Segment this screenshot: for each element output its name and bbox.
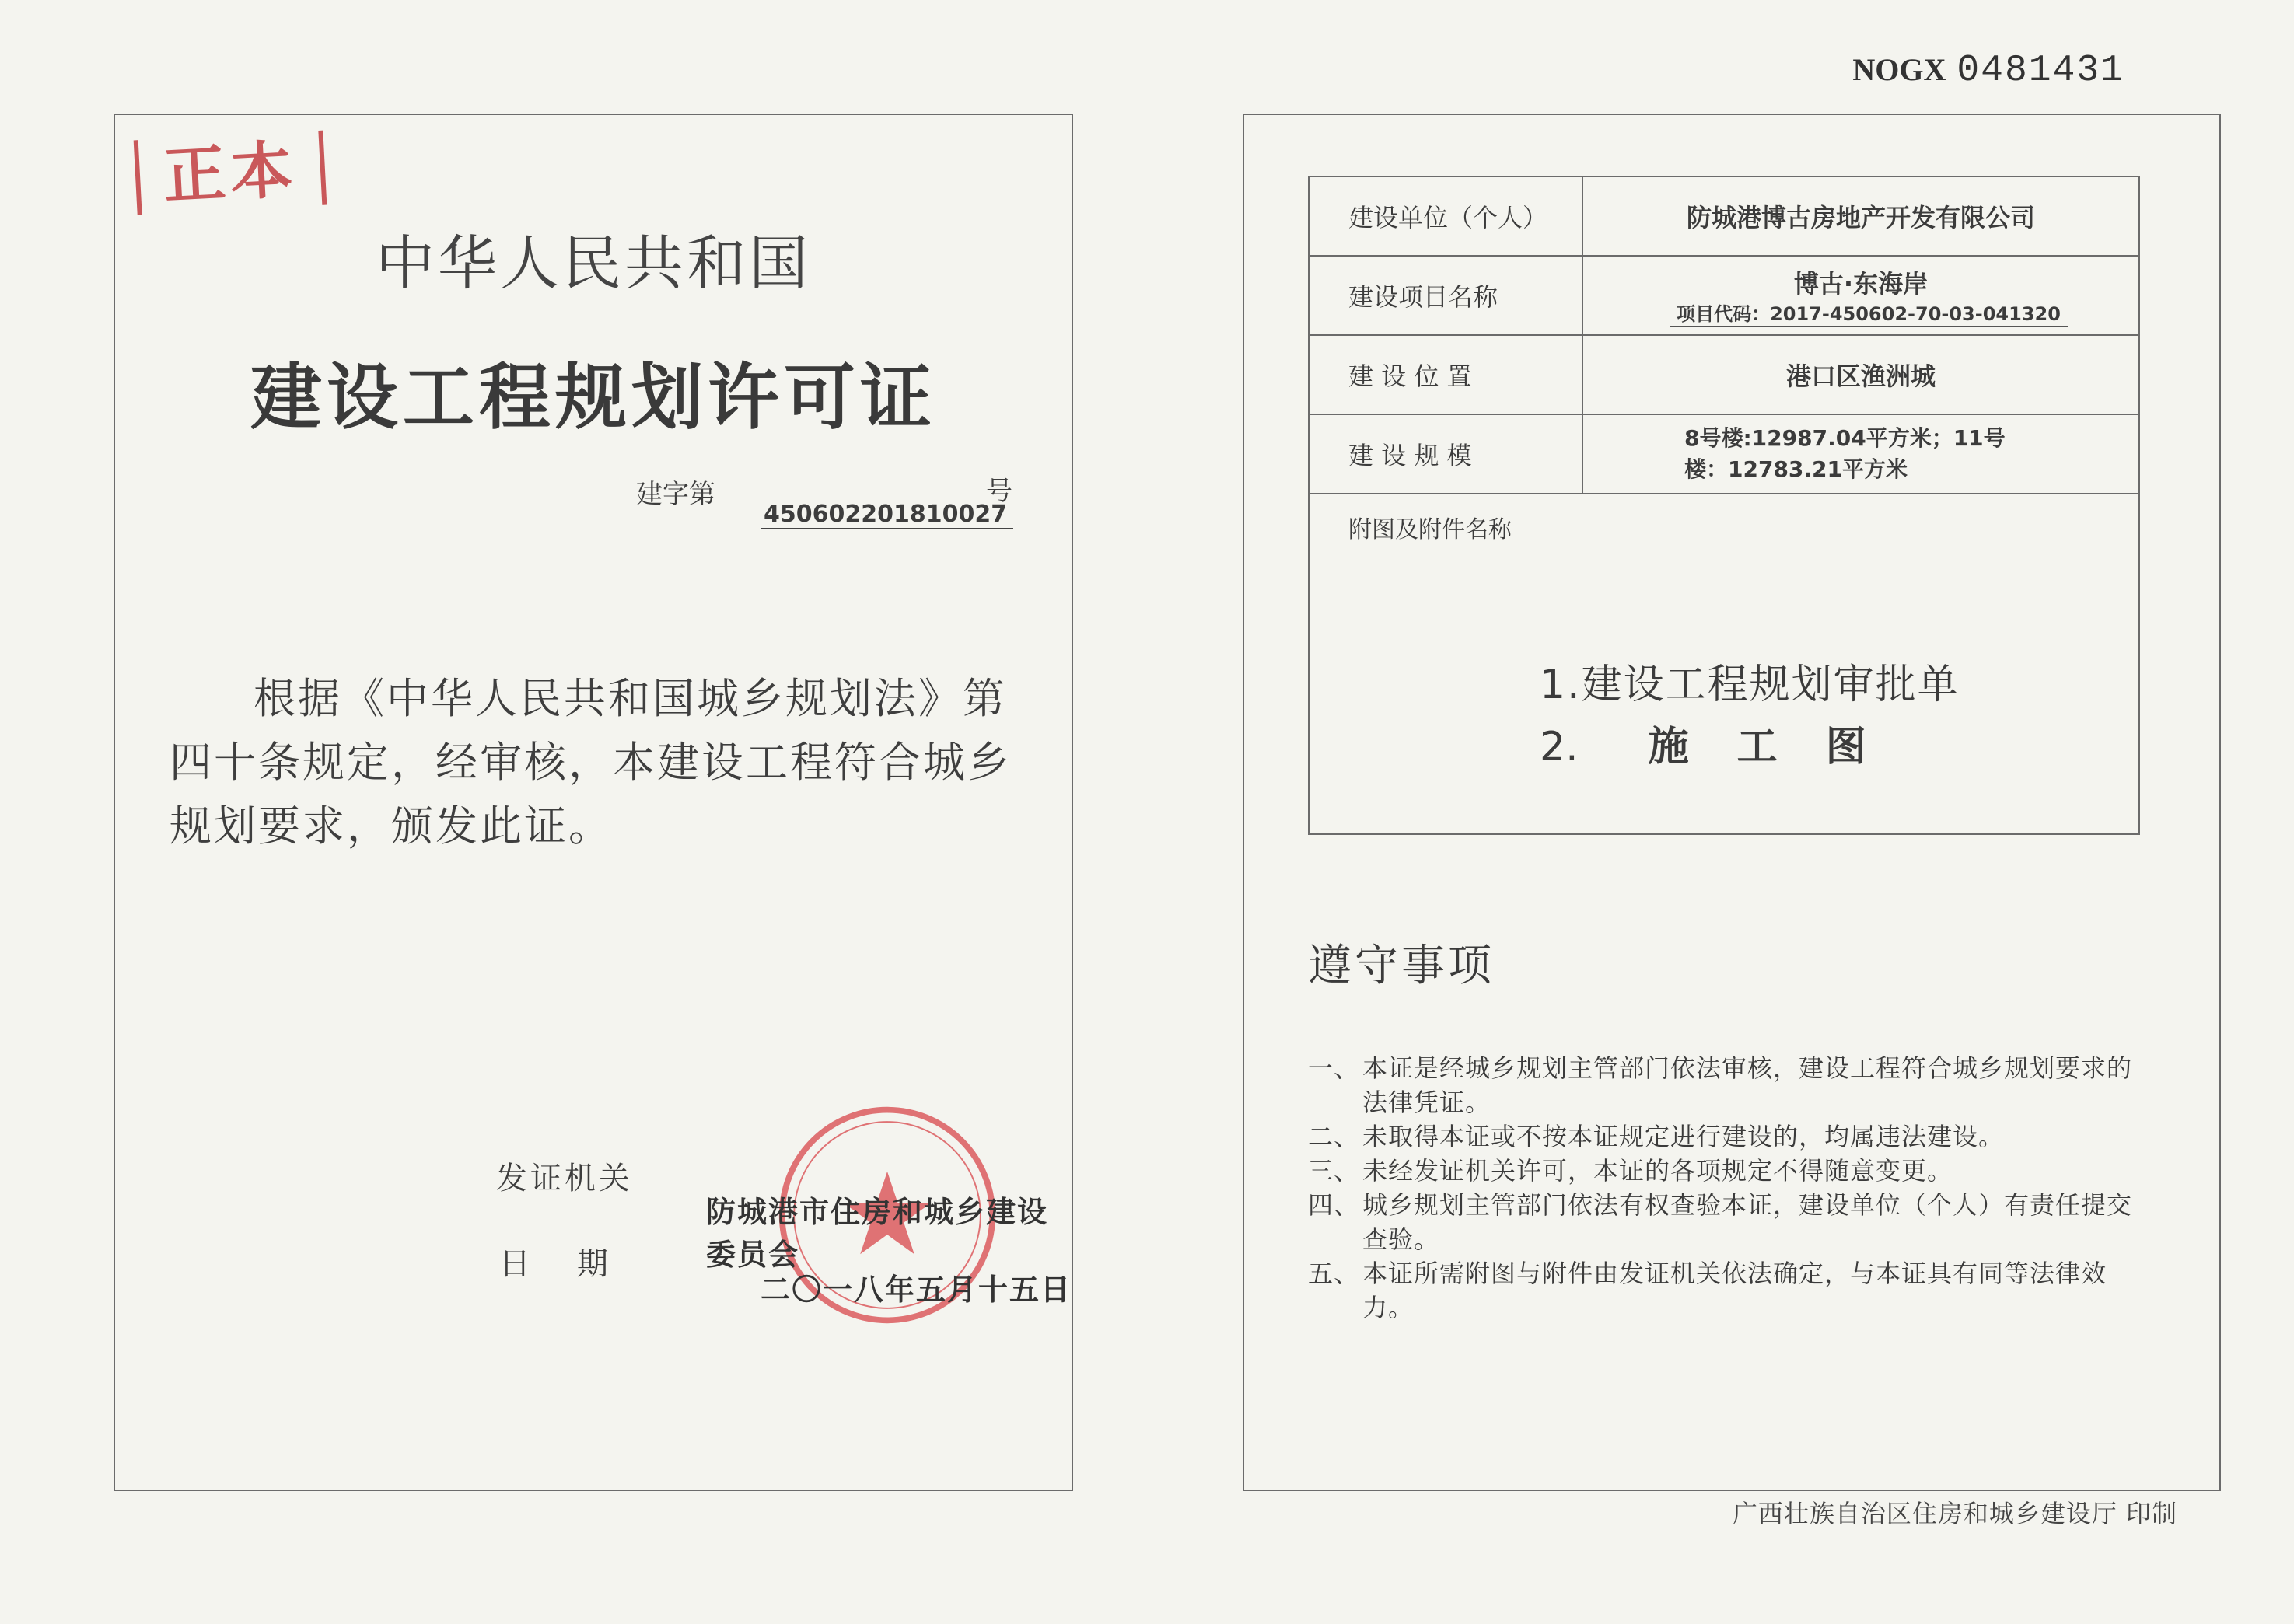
permit-number: 450602201810027 [761,501,1013,529]
location-label: 建 设 位 置 [1309,335,1582,414]
issuer-label: 发证机关 [496,1161,633,1196]
attachment-item-2 [1540,714,1915,772]
list-item: 二、 未取得本证或不按本证规定进行建设的，均属违法建设。 [1308,1122,2005,1151]
list-item: 三、 未经发证机关许可，本证的各项规定不得随意变更。 [1308,1156,1953,1186]
issue-date: 二〇一八年五月十五日 [761,1273,1072,1307]
construction-unit-label: 建设单位（个人） [1309,176,1582,256]
project-info-table [1308,176,2140,835]
project-name-cell [1582,256,2139,335]
table-row [1309,494,2139,834]
certificate-right-page [1243,114,2221,1491]
table-row [1309,414,2139,494]
table-row [1309,176,2139,256]
serial-number [1852,50,2124,92]
attachments-cell [1309,494,2139,834]
permit-number-prefix: 建字第 [636,479,715,510]
attachment-item-2-text: 施工图 [1648,724,1915,770]
permit-number-suffix: 号 [986,476,1012,507]
list-item: 一、 本证是经城乡规划主管部门依法审核，建设工程符合城乡规划要求的法律凭证。 [1308,1053,2133,1117]
list-item: 四、 城乡规划主管部门依法有权查验本证，建设单位（个人）有责任提交查验。 [1308,1190,2133,1254]
serial-prefix: NOGX [1852,52,1946,87]
printer-credit: 广西壮族自治区住房和城乡建设厅 印制 [1732,1499,2177,1528]
rules-list [1308,1051,2140,1325]
project-name-label: 建设项目名称 [1309,256,1582,335]
table-row [1309,256,2139,335]
attachment-item-1: 1.建设工程规划审批单 [1540,662,1960,708]
rules-title: 遵守事项 [1308,941,1495,991]
scale-value [1582,414,2139,494]
date-label: 日期 [499,1246,655,1282]
original-copy-stamp: 正本 [134,131,327,215]
construction-unit-value: 防城港博古房地产开发有限公司 [1582,176,2139,256]
location-value: 港口区渔洲城 [1582,335,2139,414]
issuer-name: 防城港市住房和城乡建设委员会 [706,1195,1049,1272]
project-code: 项目代码：2017-450602-70-03-041320 [1670,299,2068,327]
scale-value-line-2: 楼：12783.21平方米 [1684,456,1908,482]
serial-value: 0481431 [1957,50,2124,92]
country-name: 中华人民共和国 [376,229,811,298]
attachment-item-2-number: 2. [1540,724,1579,770]
scale-label: 建 设 规 模 [1309,414,1582,494]
certificate-left-page [114,114,1073,1491]
document-title: 建设工程规划许可证 [250,356,936,439]
scale-value-line-1: 8号楼:12987.04平方米；11号 [1684,425,2006,451]
attachments-label: 附图及附件名称 [1348,516,1512,543]
permit-number-line [636,473,1025,535]
project-name-value: 博古·东海岸 [1793,268,1929,299]
legal-statement: 根据《中华人民共和国城乡规划法》第四十条规定，经审核，本建设工程符合城乡规划要求，颁发此证。 [170,674,1012,850]
list-item: 五、 本证所需附图与附件由发证机关依法确定，与本证具有同等法律效力。 [1308,1259,2107,1322]
table-row [1309,335,2139,414]
